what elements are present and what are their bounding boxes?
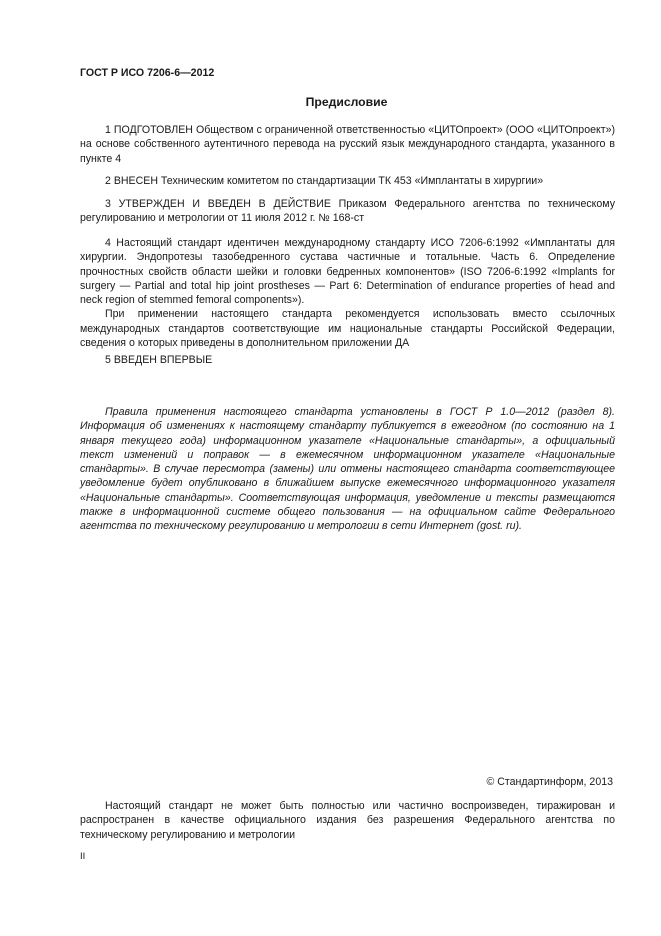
- page-number: II: [80, 851, 86, 862]
- reproduction-notice: [80, 799, 615, 842]
- item-3-text: 3 УТВЕРЖДЕН И ВВЕДЕН В ДЕЙСТВИЕ Приказом Федерального агентства по техническому регулированию и метрологии от 11 июля 2012 г. № 168-ст: [80, 198, 615, 225]
- item-4-text: 4 Настоящий стандарт идентичен международному стандарту ИСО 7206-6:1992 «Имплантаты для хирургии. Эндопротезы тазобедренного сустава частичные и тотальные. Часть 6. Определение прочностных свойств области шейки и головки бедренных компонентов» (ISO 7206-6:1992 «Implants for surgery — Partial and total hip joint prostheses — Part 6: Determination of endurance properties of head and neck region of stemmed femoral components»).: [80, 237, 615, 307]
- item-2-text: 2 ВНЕСЕН Техническим комитетом по стандартизации ТК 453 «Имплантаты в хирургии»: [105, 175, 544, 187]
- item-1: [80, 123, 615, 166]
- copyright: © Стандартинформ, 2013: [486, 776, 613, 788]
- item-2: [80, 174, 615, 188]
- section-title: Предисловие: [305, 95, 388, 109]
- item-1-text: 1 ПОДГОТОВЛЕН Обществом с ограниченной ответственностью «ЦИТОпроект» (ООО «ЦИТОпроект») на основе собственного аутентичного перевода на русский язык международного стандарта, указанного в пункте 4: [80, 124, 615, 165]
- usage-notice: [80, 405, 615, 534]
- usage-notice-text: Правила применения настоящего стандарта установлены в ГОСТ Р 1.0—2012 (раздел 8). Информация об изменениях к настоящему стандарту публикуется в ежегодном (по состоянию на 1 января текущего года) информационном указателе «Национальные стандарты», а официальный текст изменений и поправок — в ежемесячном информационном указателе «Национальные стандарты». В случае пересмотра (замены) или отмены настоящего стандарта соответствующее уведомление будет опубликовано в ближайшем выпуске ежемесячного информационного указателя «Национальные стандарты». Соответствующая информация, уведомление и тексты размещаются также в информационной системе общего пользования — на официальном сайте Федерального агентства по техническому регулированию и метрологии в сети Интернет (gost. ru).: [80, 406, 615, 533]
- item-4: [80, 236, 615, 350]
- item-5-text: 5 ВВЕДЕН ВПЕРВЫЕ: [105, 354, 213, 366]
- reproduction-notice-text: Настоящий стандарт не может быть полностью или частично воспроизведен, тиражирован и распространен в качестве официального издания без разрешения Федерального агентства по техническому регулированию и метрологии: [80, 800, 615, 841]
- document-code: ГОСТ Р ИСО 7206-6—2012: [80, 67, 215, 79]
- item-5: [80, 353, 615, 367]
- item-4-note: При применении настоящего стандарта рекомендуется использовать вместо ссылочных международных стандартов соответствующие им национальные стандарты Российской Федерации, сведения о которых приведены в дополнительном приложении ДА: [80, 308, 615, 350]
- item-3: [80, 197, 615, 226]
